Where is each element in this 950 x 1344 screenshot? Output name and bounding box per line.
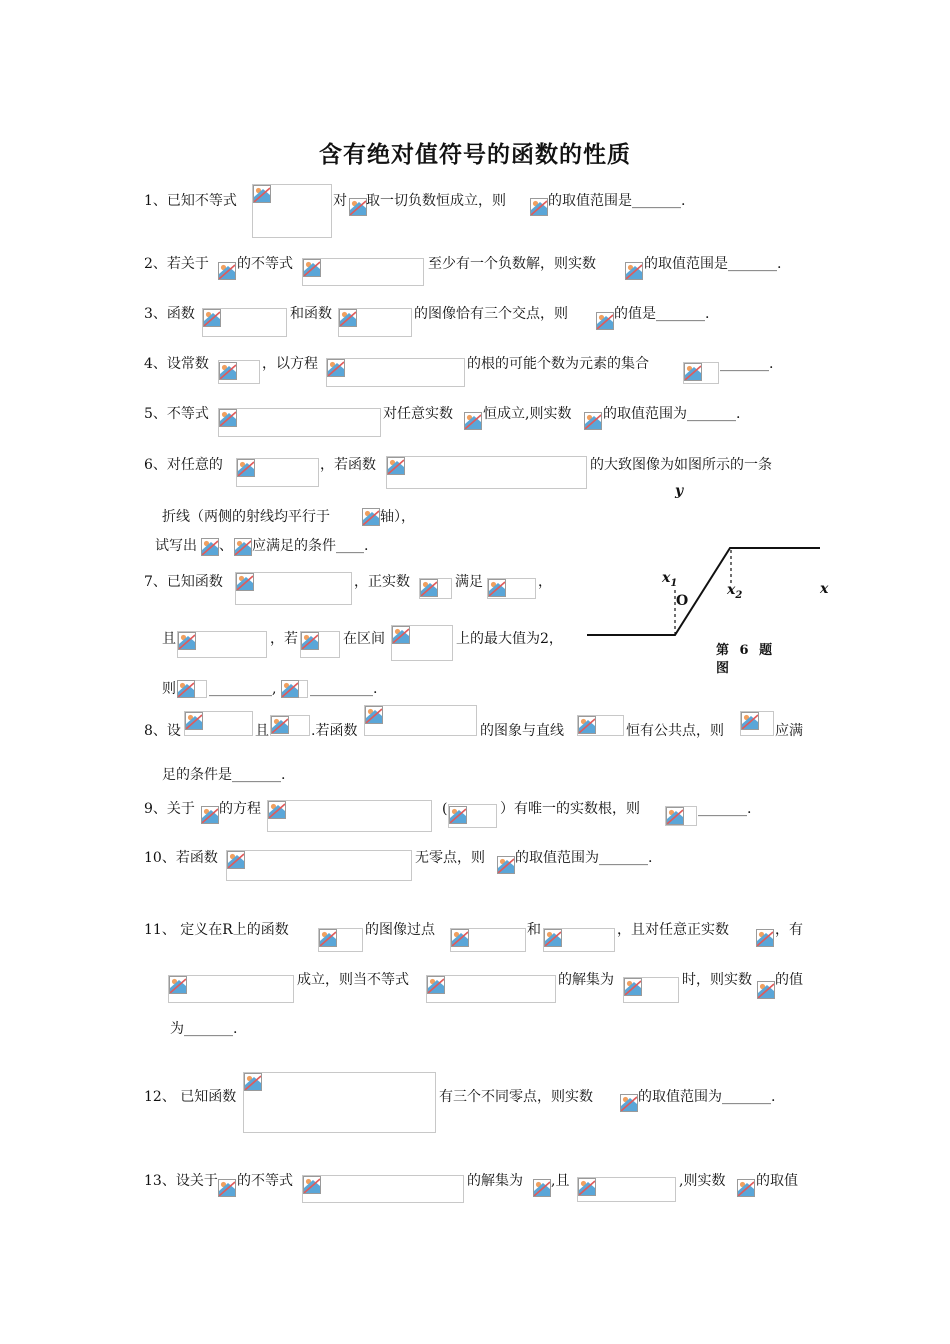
broken-image-icon: [244, 1073, 262, 1091]
broken-image-icon: [666, 807, 684, 825]
q11-text-c: 和: [527, 922, 541, 938]
broken-image-icon: [301, 632, 319, 650]
q11-text-i: 的值: [775, 972, 803, 988]
q5-text-c: 恒成立,则实数: [483, 406, 572, 422]
broken-image-icon: [737, 1179, 755, 1197]
q7-text-i: 则: [162, 681, 176, 697]
q11-text-a: 11、 定义在R上的函数: [144, 922, 289, 938]
q8-text-d: 的图象与直线: [480, 723, 564, 739]
formula-image: [302, 1175, 464, 1203]
q12-text-a: 12、 已知函数: [144, 1089, 237, 1105]
q2-text-a: 2、若关于: [144, 256, 209, 272]
figure-label-y: y: [675, 483, 684, 499]
q7-text-g: 在区间: [343, 631, 385, 647]
broken-image-icon: [420, 579, 438, 597]
formula-image: [267, 800, 432, 832]
q9-text-b: 的方程: [219, 801, 261, 817]
q13-text-a: 13、设关于: [144, 1173, 218, 1189]
figure-label-x1: $x_1$: [662, 570, 678, 589]
q13-text-c: 的解集为: [467, 1173, 523, 1189]
q4-text-d: _______.: [720, 356, 774, 372]
q12-text-c: 的取值范围为_______.: [638, 1089, 776, 1105]
broken-image-icon: [451, 929, 469, 947]
formula-image: [226, 850, 412, 881]
broken-image-icon: [253, 185, 271, 203]
q9-text-e: _______.: [698, 801, 752, 817]
broken-image-icon: [741, 712, 759, 730]
broken-image-icon: [185, 712, 203, 730]
broken-image-icon: [464, 412, 482, 430]
broken-image-icon: [203, 309, 221, 327]
q7-text-e: 且: [162, 631, 176, 647]
q9-text-a: 9、关于: [144, 801, 195, 817]
q4-text-b: ，以方程: [262, 356, 318, 372]
graph-polyline: [587, 548, 820, 635]
broken-image-icon: [268, 801, 286, 819]
q3-text-c: 的图像恰有三个交点，则: [414, 306, 568, 322]
broken-image-icon: [234, 538, 252, 556]
q4-text-a: 4、设常数: [144, 356, 209, 372]
q10-text-c: 的取值范围为_______.: [515, 850, 653, 866]
broken-image-icon: [544, 929, 562, 947]
q10-text-a: 10、若函数: [144, 850, 218, 866]
q4-text-c: 的根的可能个数为元素的集合: [467, 356, 649, 372]
q2-text-d: 的取值范围是_______.: [644, 256, 782, 272]
broken-image-icon: [624, 978, 642, 996]
broken-image-icon: [578, 716, 596, 734]
broken-line-graph: [580, 470, 840, 690]
q11-text-f: 成立，则当不等式: [297, 972, 409, 988]
q1-text-c: 取一切负数恒成立，则: [366, 193, 506, 209]
q1-text-b: 对: [333, 193, 347, 209]
q7-text-j: _________,: [209, 681, 277, 697]
broken-image-icon: [533, 1179, 551, 1197]
broken-image-icon: [387, 457, 405, 475]
broken-image-icon: [427, 976, 445, 994]
broken-image-icon: [497, 856, 515, 874]
broken-image-icon: [169, 976, 187, 994]
broken-image-icon: [201, 806, 219, 824]
broken-image-icon: [219, 362, 237, 380]
q6-text-e: 轴），: [380, 509, 415, 525]
broken-image-icon: [227, 851, 245, 869]
q6-text-b: ，若函数: [320, 457, 376, 473]
broken-image-icon: [177, 680, 195, 698]
q2-text-b: 的不等式: [237, 256, 293, 272]
broken-image-icon: [625, 262, 643, 280]
broken-image-icon: [303, 259, 321, 277]
broken-image-icon: [327, 359, 345, 377]
broken-image-icon: [596, 312, 614, 330]
q13-text-d: ,且: [551, 1173, 570, 1189]
q6-text-h: 应满足的条件____.: [252, 538, 369, 554]
q6-text-f: 试写出: [155, 538, 197, 554]
q11-text-d: ，且对任意正实数: [617, 922, 729, 938]
q13-text-f: 的取值: [756, 1173, 798, 1189]
formula-image: [218, 408, 381, 437]
broken-image-icon: [684, 363, 702, 381]
q1-text-d: 的取值范围是_______.: [548, 193, 686, 209]
q7-text-h: 上的最大值为2，: [456, 631, 563, 647]
broken-image-icon: [237, 459, 255, 477]
broken-image-icon: [756, 929, 774, 947]
q3-text-b: 和函数: [290, 306, 332, 322]
q7-text-d: ，: [538, 574, 552, 590]
page-title: 含有绝对值符号的函数的性质: [319, 141, 631, 168]
broken-image-icon: [620, 1094, 638, 1112]
q8-text-g: 足的条件是_______.: [162, 767, 286, 783]
formula-image: [426, 975, 556, 1003]
broken-image-icon: [271, 716, 289, 734]
broken-image-icon: [218, 262, 236, 280]
broken-image-icon: [219, 409, 237, 427]
figure-label-x: x: [820, 581, 829, 597]
figure-caption-1: 第 6 题: [716, 643, 773, 658]
figure-label-origin: O: [676, 593, 689, 609]
figure-caption-2: 图: [716, 661, 730, 676]
q7-text-b: ，正实数: [354, 574, 410, 590]
q9-text-d: ）有唯一的实数根，则: [500, 801, 640, 817]
q2-text-c: 至少有一个负数解，则实数: [428, 256, 596, 272]
q11-text-g: 的解集为: [558, 972, 614, 988]
formula-image: [386, 456, 587, 489]
q6-text-a: 6、对任意的: [144, 457, 223, 473]
q11-text-b: 的图像过点: [365, 922, 435, 938]
q12-text-b: 有三个不同零点，则实数: [439, 1089, 593, 1105]
broken-image-icon: [218, 1179, 236, 1197]
broken-image-icon: [236, 573, 254, 591]
q11-text-h: 时，则实数: [682, 972, 752, 988]
q8-text-a: 8、设: [144, 723, 181, 739]
q11-text-e: ，有: [775, 922, 803, 938]
broken-image-icon: [392, 626, 410, 644]
broken-image-icon: [339, 309, 357, 327]
q5-text-d: 的取值范围为_______.: [603, 406, 741, 422]
broken-image-icon: [578, 1178, 596, 1196]
q13-text-b: 的不等式: [237, 1173, 293, 1189]
q10-text-b: 无零点，则: [415, 850, 485, 866]
figure-label-x2: $x_2$: [727, 582, 743, 601]
q8-text-b: 且: [255, 723, 269, 739]
q3-text-d: 的值是_______.: [614, 306, 710, 322]
q7-text-c: 满足: [455, 574, 483, 590]
formula-image: [326, 358, 465, 387]
q6-text-c: 的大致图像为如图所示的一条: [590, 457, 772, 473]
q8-text-c: .若函数: [311, 723, 358, 739]
formula-image: [243, 1072, 436, 1133]
broken-image-icon: [362, 508, 380, 526]
q8-text-e: 恒有公共点，则: [626, 723, 724, 739]
q5-text-b: 对任意实数: [383, 406, 453, 422]
broken-image-icon: [303, 1176, 321, 1194]
q7-text-f: ，若: [270, 631, 298, 647]
q7-text-k: _________.: [310, 681, 378, 697]
broken-image-icon: [584, 412, 602, 430]
q7-text-a: 7、已知函数: [144, 574, 223, 590]
q9-text-c: (: [442, 801, 448, 817]
broken-image-icon: [365, 706, 383, 724]
broken-image-icon: [757, 981, 775, 999]
broken-image-icon: [488, 579, 506, 597]
broken-image-icon: [349, 198, 367, 216]
broken-image-icon: [201, 538, 219, 556]
q8-text-f: 应满: [775, 723, 803, 739]
q6-text-g: 、: [219, 538, 233, 554]
q13-text-e: ,则实数: [679, 1173, 726, 1189]
q1-text-a: 1、已知不等式: [144, 193, 237, 209]
broken-image-icon: [449, 806, 467, 824]
broken-image-icon: [530, 198, 548, 216]
q3-text-a: 3、函数: [144, 306, 195, 322]
broken-image-icon: [178, 632, 196, 650]
broken-image-icon: [319, 929, 337, 947]
q11-text-j: 为_______.: [170, 1021, 238, 1037]
q5-text-a: 5、不等式: [144, 406, 209, 422]
broken-image-icon: [281, 680, 299, 698]
q6-text-d: 折线（两侧的射线均平行于: [162, 509, 330, 525]
